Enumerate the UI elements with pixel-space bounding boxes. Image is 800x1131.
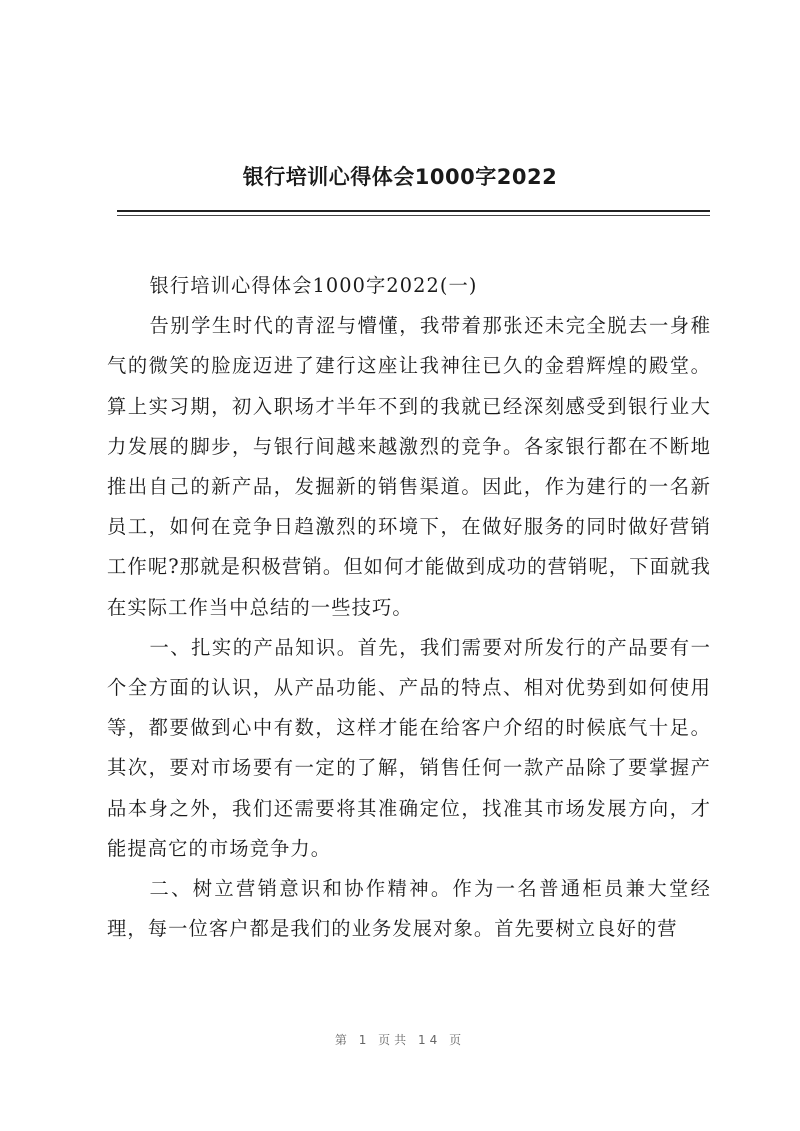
paragraph-marketing-awareness: 二、树立营销意识和协作精神。作为一名普通柜员兼大堂经理，每一位客户都是我们的业务发展对象。首先要树立良好的营 xyxy=(107,877,711,941)
paragraph-product-knowledge: 一、扎实的产品知识。首先，我们需要对所发行的产品要有一个全方面的认识，从产品功能、产品的特点、相对优势到如何使用等，都要做到心中有数，这样才能在给客户介绍的时候底气十足。其次，要对市场要有一定的了解，销售任何一款产品除了要掌握产品本身之外，我们还需要将其准确定位，找准其市场发展方向，才能提高它的市场竞争力。 xyxy=(107,635,711,860)
paragraph-intro: 告别学生时代的青涩与懵懂，我带着那张还未完全脱去一身稚气的微笑的脸庞迈进了建行这座让我神往已久的金碧辉煌的殿堂。算上实习期，初入职场才半年不到的我就已经深刻感受到银行业大力发展的脚步，与银行间越来越激烈的竞争。各家银行都在不断地推出自己的新产品，发掘新的销售渠道。因此，作为建行的一名新员工，如何在竞争日趋激烈的环境下，在做好服务的同时做好营销工作呢?那就是积极营销。但如何才能做到成功的营销呢，下面就我在实际工作当中总结的一些技巧。 xyxy=(107,314,711,619)
title-divider xyxy=(117,210,710,212)
section-subtitle: 银行培训心得体会1000字2022(一) xyxy=(149,274,478,297)
document-body xyxy=(107,266,711,949)
page-number-footer: 第 1 页共 14 页 xyxy=(334,1033,466,1047)
title-divider-thin xyxy=(117,215,710,216)
document-title: 银行培训心得体会1000字2022 xyxy=(242,165,558,189)
